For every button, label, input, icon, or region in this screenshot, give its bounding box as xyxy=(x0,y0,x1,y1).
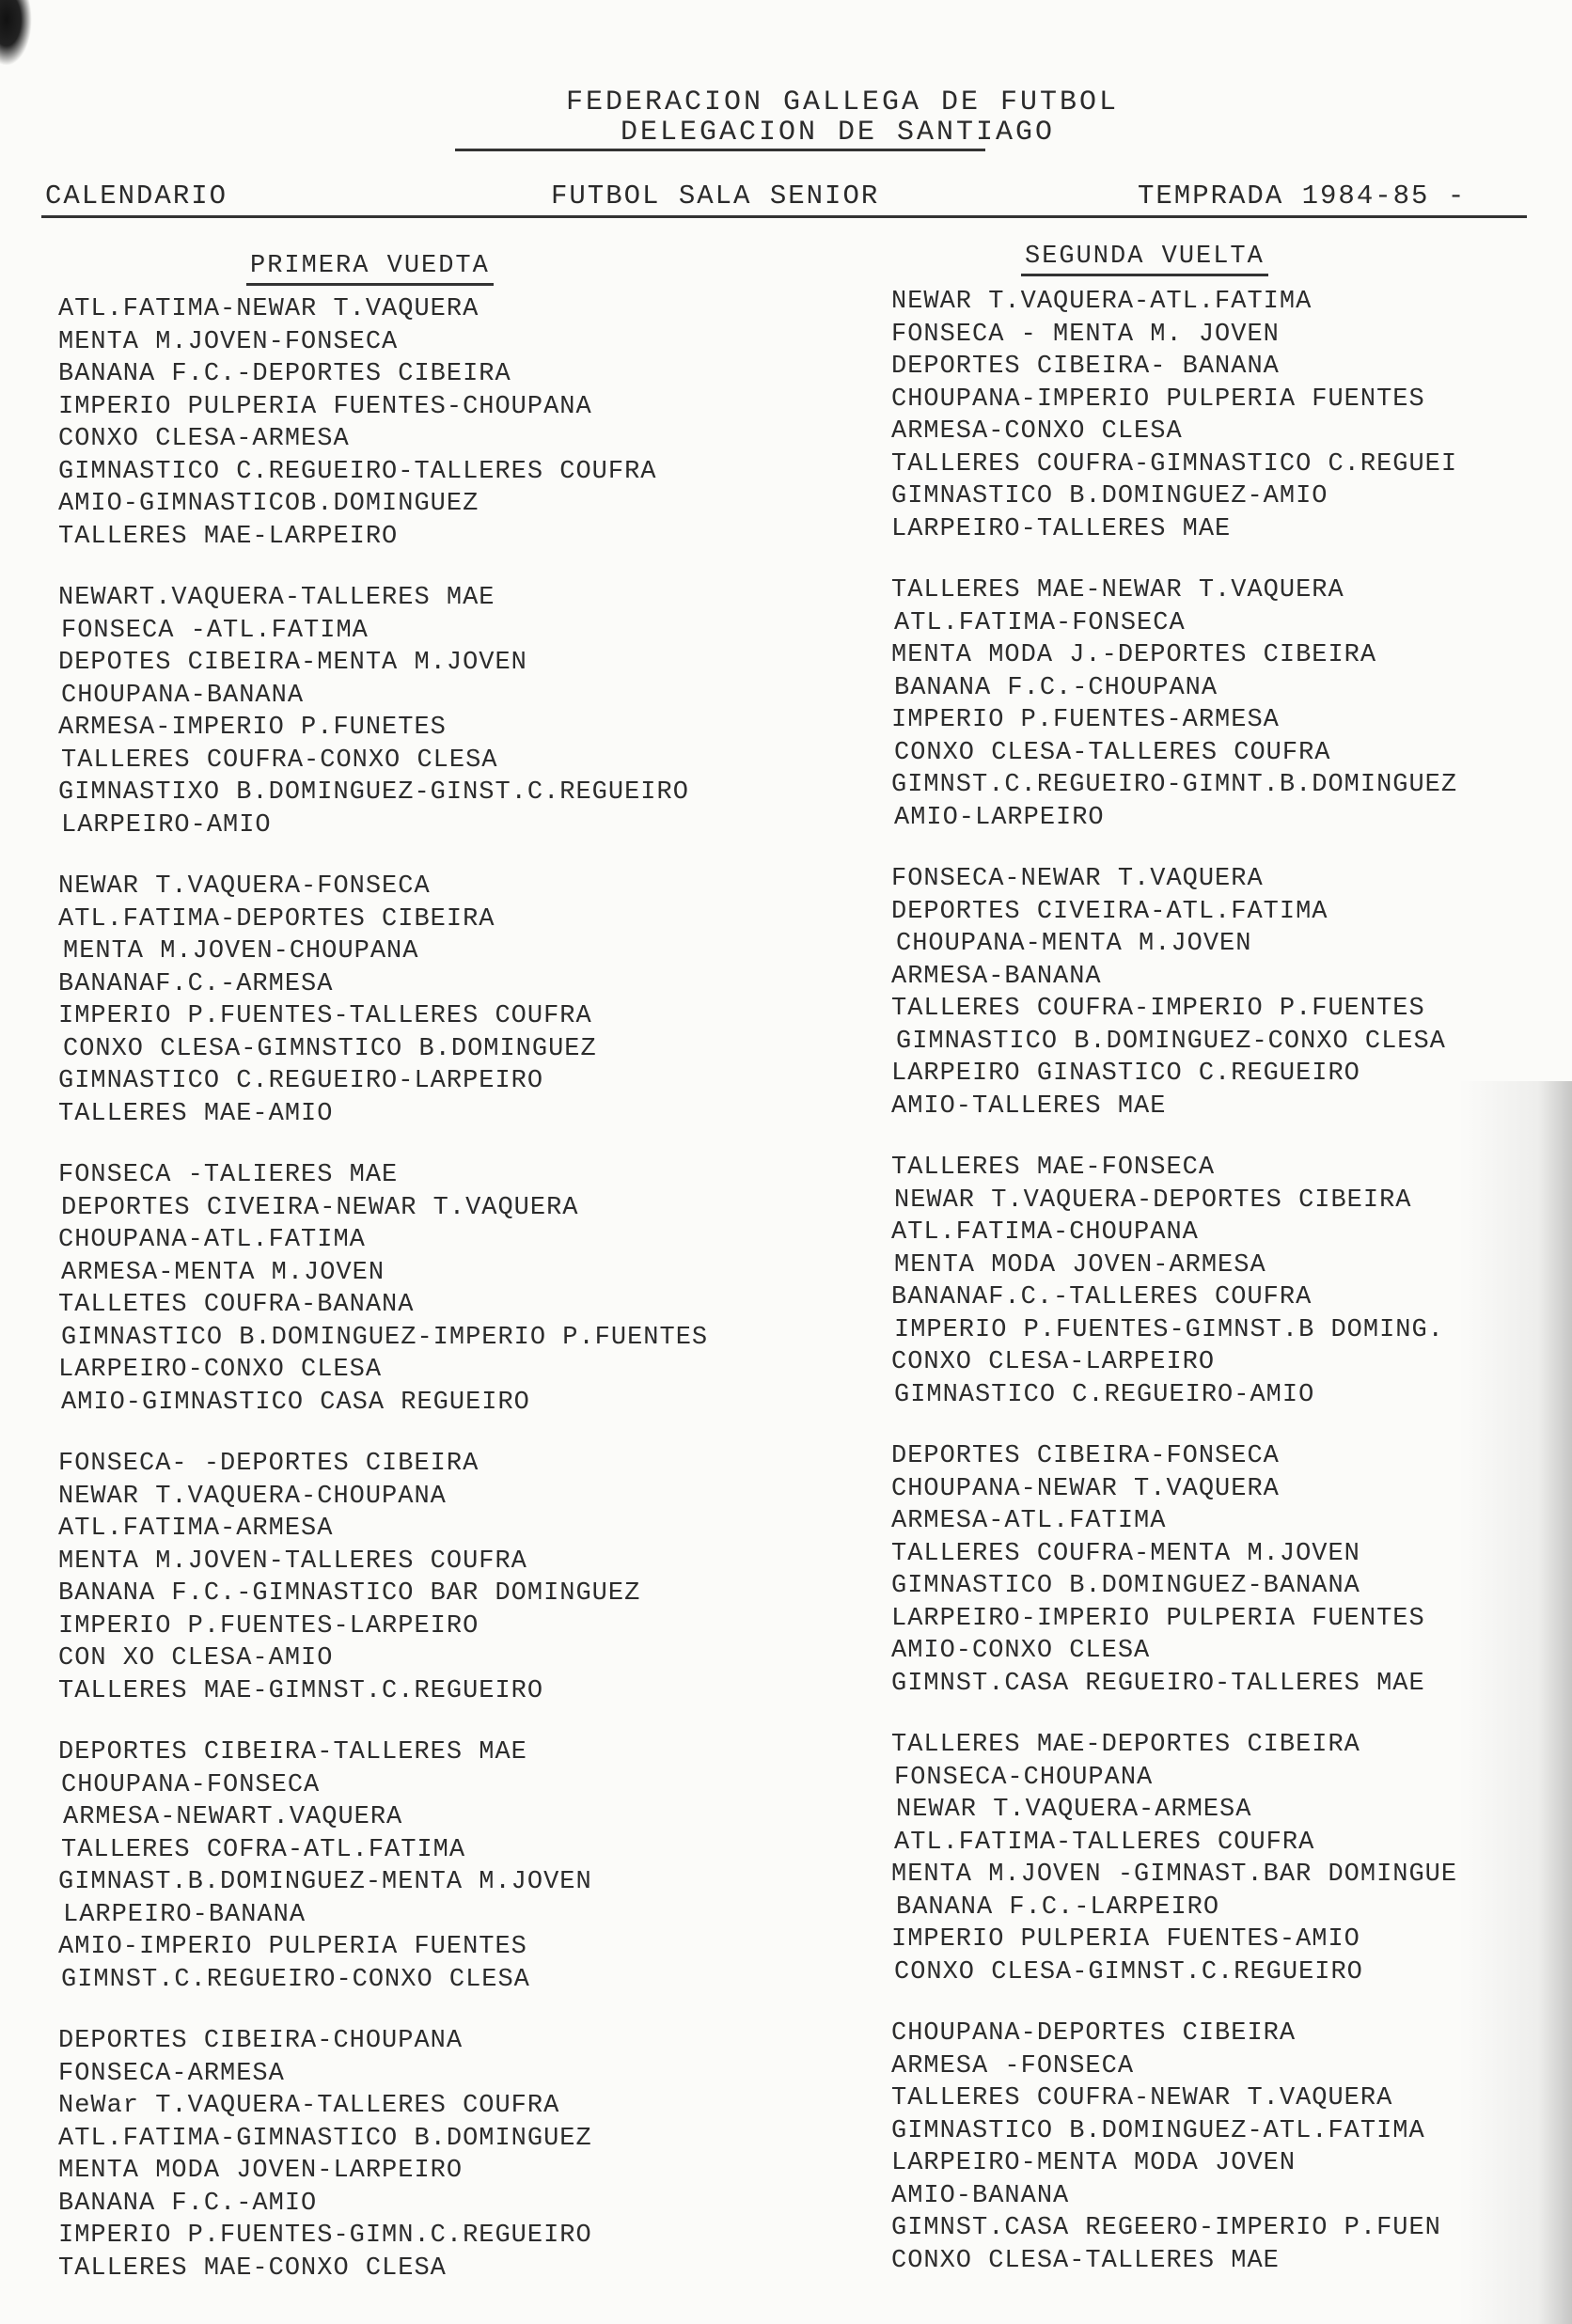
jornada-block xyxy=(891,286,1568,545)
match-line: FONSECA -TALIERES MAE xyxy=(58,1161,399,1189)
match-line: CHOUPANA-BANANA xyxy=(61,681,305,710)
match-line: GIMNASTICO C.REGUEIRO-AMIO xyxy=(894,1380,1315,1409)
match-line: GIMNST.C.REGUEIRO-CONXO CLESA xyxy=(61,1965,530,1994)
segunda-vuelta-heading xyxy=(1025,243,1265,271)
match-line: TALLERES COUFRA-CONXO CLESA xyxy=(61,746,498,775)
match-line: TALLERES MAE-AMIO xyxy=(58,1099,334,1128)
federation-title: FEDERACION GALLEGA DE FUTBOL xyxy=(565,86,1120,118)
match-line: BANANAF.C.-TALLERES COUFRA xyxy=(891,1283,1313,1311)
match-line: MENTA MODA J.-DEPORTES CIBEIRA xyxy=(891,641,1377,669)
match-line: DEPORTES CIBEIRA- BANANA xyxy=(891,353,1280,381)
match-line: GIMNASTICO B.DOMINGUEZ-BANANA xyxy=(891,1572,1360,1600)
match-line: CONXO CLESA-LARPEIRO xyxy=(891,1348,1216,1376)
match-line: LARPEIRO-MENTA MODA JOVEN xyxy=(891,2149,1297,2177)
match-line: TALLERES COFRA-ATL.FATIMA xyxy=(61,1835,466,1864)
match-line: BANANAF.C.-ARMESA xyxy=(58,969,334,998)
match-line: CHOUPANA-IMPERIO PULPERIA FUENTES xyxy=(891,385,1425,414)
match-line: LARPEIRO-BANANA xyxy=(63,1900,307,1929)
match-line: TALLERES MAE-NEWAR T.VAQUERA xyxy=(891,576,1344,605)
match-line: AMIO-BANANA xyxy=(891,2181,1070,2210)
match-line: ATL.FATIMA-FONSECA xyxy=(894,608,1186,637)
match-line: DEPORTES CIBEIRA-FONSECA xyxy=(891,1442,1280,1470)
jornada-block xyxy=(891,1152,1568,1411)
match-line: CHOUPANA-NEWAR T.VAQUERA xyxy=(891,1474,1280,1503)
match-line: LARPEIRO-CONXO CLESA xyxy=(58,1356,383,1384)
match-line: LARPEIRO-AMIO xyxy=(61,810,272,840)
match-line: GIMNASTICO B.DOMINGUEZ-CONXO CLESA xyxy=(896,1027,1446,1056)
match-line: CONXO CLESA-ARMESA xyxy=(58,425,350,453)
match-line: TALLERES MAE-CONXO CLESA xyxy=(58,2253,447,2283)
match-line: CONXO CLESA-TALLERES COUFRA xyxy=(894,738,1331,767)
match-line: GIMNST.C.REGUEIRO-GIMNT.B.DOMINGUEZ xyxy=(891,771,1458,799)
match-line: FONSECA-ARMESA xyxy=(58,2059,285,2088)
match-line: LARPEIRO GINASTICO C.REGUEIRO xyxy=(891,1060,1360,1088)
match-line: MENTA MODA JOVEN-ARMESA xyxy=(894,1250,1266,1280)
ink-blot xyxy=(0,0,32,66)
heading-underline xyxy=(246,283,494,286)
match-line: GIMNASTICO B.DOMINGUEZ-IMPERIO P.FUENTES xyxy=(61,1323,709,1352)
match-line: GIMNASTIXO B.DOMINGUEZ-GINST.C.REGUEIRO xyxy=(58,778,689,807)
match-line: NEWAR T.VAQUERA-ARMESA xyxy=(896,1796,1252,1824)
match-line: CHOUPANA-FONSECA xyxy=(61,1770,321,1799)
match-line: ARMESA-IMPERIO P.FUNETES xyxy=(58,714,447,742)
primera-vuelta-fixtures xyxy=(58,293,829,2314)
match-line: NeWar T.VAQUERA-TALLERES COUFRA xyxy=(58,2092,560,2120)
match-line: IMPERIO PULPERIA FUENTES-CHOUPANA xyxy=(58,392,592,421)
match-line: IMPERIO P.FUENTES-ARMESA xyxy=(891,706,1280,734)
segunda-vuelta-heading-text: SEGUNDA VUELTA xyxy=(1025,243,1265,271)
match-line: CONXO CLESA-GIMNST.C.REGUEIRO xyxy=(894,1957,1363,1986)
match-line: NEWART.VAQUERA-TALLERES MAE xyxy=(58,584,495,612)
match-line: IMPERIO PULPERIA FUENTES-AMIO xyxy=(891,1925,1360,1954)
match-line: NEWAR T.VAQUERA-CHOUPANA xyxy=(58,1482,447,1511)
match-line: IMPERIO P.FUENTES-GIMN.C.REGUEIRO xyxy=(58,2222,592,2250)
match-line: IMPERIO P.FUENTES-LARPEIRO xyxy=(58,1611,479,1641)
match-line: ATL.FATIMA-NEWAR T.VAQUERA xyxy=(58,295,479,323)
match-line: AMIO-GIMNASTICOB.DOMINGUEZ xyxy=(58,490,479,518)
jornada-block xyxy=(58,1159,829,1419)
match-line: DEPORTES CIBEIRA-TALLERES MAE xyxy=(58,1738,527,1767)
match-line: BANANA F.C.-CHOUPANA xyxy=(894,673,1218,702)
match-line: TALLERES COUFRA-GIMNASTICO C.REGUEI xyxy=(891,449,1458,479)
jornada-block xyxy=(891,1729,1568,1988)
match-line: ATL.FATIMA-ARMESA xyxy=(58,1515,334,1543)
match-line: FONSECA-NEWAR T.VAQUERA xyxy=(891,865,1264,893)
match-line: GIMNASTICO B.DOMINGUEZ-AMIO xyxy=(891,482,1328,510)
jornada-block xyxy=(58,1448,829,1707)
match-line: DEPOTES CIBEIRA-MENTA M.JOVEN xyxy=(58,649,527,677)
match-line: ATL.FATIMA-DEPORTES CIBEIRA xyxy=(58,904,495,934)
match-line: ATL.FATIMA-CHOUPANA xyxy=(891,1218,1199,1247)
match-line: GIMNASTICO C.REGUEIRO-TALLERES COUFRA xyxy=(58,457,657,486)
match-line: LARPEIRO-TALLERES MAE xyxy=(891,514,1232,543)
jornada-block xyxy=(891,574,1568,834)
match-line: ARMESA-NEWART.VAQUERA xyxy=(63,1803,403,1831)
match-line: TALLERES COUFRA-MENTA M.JOVEN xyxy=(891,1539,1360,1568)
match-line: AMIO-IMPERIO PULPERIA FUENTES xyxy=(58,1933,527,1961)
jornada-block xyxy=(58,1736,829,1996)
calendar-label: CALENDARIO xyxy=(45,181,228,212)
match-line: TALLERES MAE-DEPORTES CIBEIRA xyxy=(891,1731,1360,1759)
match-line: MENTA MODA JOVEN-LARPEIRO xyxy=(58,2157,464,2185)
match-line: MENTA M.JOVEN -GIMNAST.BAR DOMINGUE xyxy=(891,1861,1458,1889)
jornada-block xyxy=(891,1440,1568,1700)
match-line: AMIO-CONXO CLESA xyxy=(891,1637,1151,1665)
match-line: AMIO-LARPEIRO xyxy=(894,803,1105,832)
match-line: MENTA M.JOVEN-CHOUPANA xyxy=(63,937,419,966)
match-line: TALLERES COUFRA-NEWAR T.VAQUERA xyxy=(891,2084,1393,2112)
match-line: BANANA F.C.-AMIO xyxy=(58,2189,318,2218)
match-line: BANANA F.C.-GIMNASTICO BAR DOMINGUEZ xyxy=(58,1579,641,1608)
primera-vuelta-heading xyxy=(250,252,490,280)
match-line: GIMNAST.B.DOMINGUEZ-MENTA M.JOVEN xyxy=(58,1868,592,1896)
match-line: LARPEIRO-IMPERIO PULPERIA FUENTES xyxy=(891,1604,1425,1633)
match-line: TALLERES MAE-GIMNST.C.REGUEIRO xyxy=(58,1676,544,1705)
jornada-block xyxy=(58,871,829,1130)
match-line: TALLERES MAE-FONSECA xyxy=(891,1154,1216,1182)
match-line: NEWAR T.VAQUERA-DEPORTES CIBEIRA xyxy=(894,1186,1412,1215)
match-line: TALLETES COUFRA-BANANA xyxy=(58,1291,415,1319)
match-line: GIMNASTICO B.DOMINGUEZ-ATL.FATIMA xyxy=(891,2116,1425,2145)
match-line: BANANA F.C.-DEPORTES CIBEIRA xyxy=(58,360,511,388)
match-line: AMIO-GIMNASTICO CASA REGUEIRO xyxy=(61,1388,530,1417)
segunda-vuelta-fixtures xyxy=(891,286,1568,2306)
heading-underline xyxy=(1021,274,1268,276)
match-line: ARMESA-MENTA M.JOVEN xyxy=(61,1258,385,1287)
match-line: MENTA M.JOVEN-TALLERES COUFRA xyxy=(58,1547,527,1576)
match-line: DEPORTES CIVEIRA-NEWAR T.VAQUERA xyxy=(61,1193,579,1222)
match-line: CHOUPANA-MENTA M.JOVEN xyxy=(896,930,1252,958)
match-line: GIMNST.CASA REGUEIRO-TALLERES MAE xyxy=(891,1669,1425,1698)
match-line: DEPORTES CIBEIRA-CHOUPANA xyxy=(58,2027,464,2055)
primera-vuelta-heading-text: PRIMERA VUEDTA xyxy=(250,252,490,280)
match-line: AMIO-TALLERES MAE xyxy=(891,1091,1167,1121)
jornada-block xyxy=(891,2018,1568,2277)
match-line: TALLERES MAE-LARPEIRO xyxy=(58,522,399,551)
match-line: FONSECA-CHOUPANA xyxy=(894,1763,1154,1792)
match-line: DEPORTES CIVEIRA-ATL.FATIMA xyxy=(891,897,1328,926)
match-line: CHOUPANA-ATL.FATIMA xyxy=(58,1226,366,1254)
match-line: IMPERIO P.FUENTES-TALLERES COUFRA xyxy=(58,1002,592,1030)
match-line: FONSECA -ATL.FATIMA xyxy=(61,616,369,645)
match-line: ATL.FATIMA-TALLERES COUFRA xyxy=(894,1828,1315,1857)
match-line: CONXO CLESA-TALLERES MAE xyxy=(891,2246,1280,2275)
match-line: FONSECA - MENTA M. JOVEN xyxy=(891,320,1280,349)
match-line: CON XO CLESA-AMIO xyxy=(58,1644,334,1672)
match-line: NEWAR T.VAQUERA-FONSECA xyxy=(58,872,431,901)
jornada-block xyxy=(58,293,829,553)
match-line: ARMESA-CONXO CLESA xyxy=(891,417,1183,446)
jornada-block xyxy=(58,582,829,841)
match-line: CONXO CLESA-GIMNSTICO B.DOMINGUEZ xyxy=(63,1034,597,1063)
match-line: BANANA F.C.-LARPEIRO xyxy=(896,1892,1220,1922)
competition-label: FUTBOL SALA SENIOR xyxy=(551,181,880,212)
jornada-block xyxy=(58,2025,829,2285)
delegation-title: DELEGACION DE SANTIAGO xyxy=(620,117,1056,149)
match-line: IMPERIO P.FUENTES-GIMNST.B DOMING. xyxy=(894,1315,1444,1344)
match-line: ARMESA -FONSECA xyxy=(891,2051,1135,2081)
match-line: ATL.FATIMA-GIMNASTICO B.DOMINGUEZ xyxy=(58,2124,592,2153)
match-line: TALLERES COUFRA-IMPERIO P.FUENTES xyxy=(891,995,1425,1023)
match-line: ARMESA-ATL.FATIMA xyxy=(891,1507,1167,1535)
match-line: GIMNST.CASA REGEERO-IMPERIO P.FUEN xyxy=(891,2214,1441,2242)
match-line: ARMESA-BANANA xyxy=(891,962,1102,991)
match-line: NEWAR T.VAQUERA-ATL.FATIMA xyxy=(891,288,1313,316)
match-line: GIMNASTICO C.REGUEIRO-LARPEIRO xyxy=(58,1067,544,1095)
jornada-block xyxy=(891,863,1568,1123)
match-line: FONSECA- -DEPORTES CIBEIRA xyxy=(58,1450,479,1478)
title-rule xyxy=(41,215,1527,218)
match-line: CHOUPANA-DEPORTES CIBEIRA xyxy=(891,2019,1297,2048)
season-label: TEMPRADA 1984-85 - xyxy=(1138,181,1467,212)
match-line: MENTA M.JOVEN-FONSECA xyxy=(58,327,399,356)
header-underline xyxy=(455,149,985,151)
